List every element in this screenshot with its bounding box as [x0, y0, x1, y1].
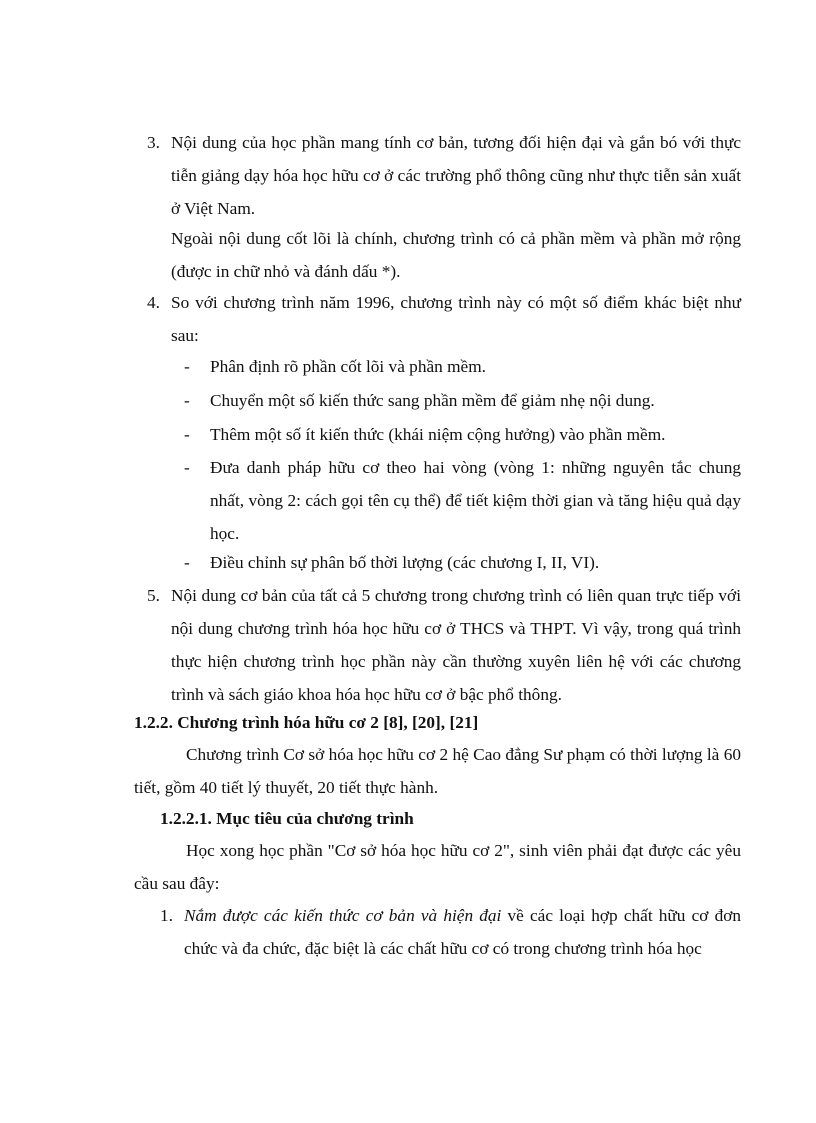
subsection-heading: 1.2.2.1. Mục tiêu của chương trình [160, 809, 414, 828]
list-item-text: Nội dung của học phần mang tính cơ bản, tương đối hiện đại và gắn bó với thực tiễn giảng dạy hóa học hữu cơ ở các trường phổ thông cũng như thực tiễn sản xuất ở Việt Nam. [171, 133, 741, 218]
subsection-intro: Học xong học phần "Cơ sở hóa học hữu cơ 2", sinh viên phải đạt được các yêu cầu sau đây: [134, 841, 741, 893]
list-item-3 [147, 126, 741, 225]
list-item-4 [147, 286, 741, 352]
bullet-text: Chuyển một số kiến thức sang phần mềm để giảm nhẹ nội dung. [210, 391, 655, 410]
bullet-text: Đưa danh pháp hữu cơ theo hai vòng (vòng 1: những nguyên tắc chung nhất, vòng 2: cách gọi tên cụ thể) để tiết kiệm thời gian và tăng hiệu quả dạy học. [210, 458, 741, 543]
objective-text [184, 899, 741, 965]
bullet-item [184, 384, 741, 417]
bullet-marker: - [184, 553, 190, 572]
bullet-marker: - [184, 425, 190, 444]
bullet-item [184, 418, 741, 451]
bullet-item [184, 350, 741, 383]
bullet-item [184, 451, 741, 550]
list-number: 5. [147, 586, 160, 605]
section-heading: 1.2.2. Chương trình hóa hữu cơ 2 [8], [20], [21] [134, 713, 479, 732]
bullet-text: Điều chỉnh sự phân bố thời lượng (các chương I, II, VI). [210, 553, 600, 572]
bullet-marker: - [184, 357, 190, 376]
objective-rest: về các loại hợp chất hữu cơ đơn chức và đa chức, đặc biệt là các chất hữu cơ có trong chương trình hóa học [184, 906, 741, 958]
list-item-text: So với chương trình năm 1996, chương trình này có một số điểm khác biệt như sau: [171, 293, 741, 345]
bullet-marker: - [184, 391, 190, 410]
section-intro: Chương trình Cơ sở hóa học hữu cơ 2 hệ Cao đẳng Sư phạm có thời lượng là 60 tiết, gồm 40 tiết lý thuyết, 20 tiết thực hành. [134, 745, 741, 797]
list-item-text: Nội dung cơ bản của tất cả 5 chương trong chương trình có liên quan trực tiếp với nội dung chương trình hóa học hữu cơ ở THCS và THPT. Vì vậy, trong quá trình thực hiện chương trình học phần này cần thường xuyên liên hệ với các chương trình và sách giáo khoa hóa học hữu cơ ở bậc phổ thông. [171, 586, 741, 704]
list-number: 3. [147, 133, 160, 152]
bullet-marker: - [184, 458, 190, 477]
objective-emphasis: Nắm được các kiến thức cơ bản và hiện đại [184, 906, 502, 925]
bullet-item [184, 546, 741, 579]
bullet-text: Phân định rõ phần cốt lõi và phần mềm. [210, 357, 486, 376]
list-number: 1. [160, 906, 173, 925]
objective-item-1 [160, 899, 741, 965]
list-item-5 [147, 579, 741, 711]
list-number: 4. [147, 293, 160, 312]
list-item-note: Ngoài nội dung cốt lõi là chính, chương trình có cả phần mềm và phần mở rộng (được in chữ nhỏ và đánh dấu *). [171, 229, 741, 281]
bullet-text: Thêm một số ít kiến thức (khái niệm cộng hưởng) vào phần mềm. [210, 425, 666, 444]
